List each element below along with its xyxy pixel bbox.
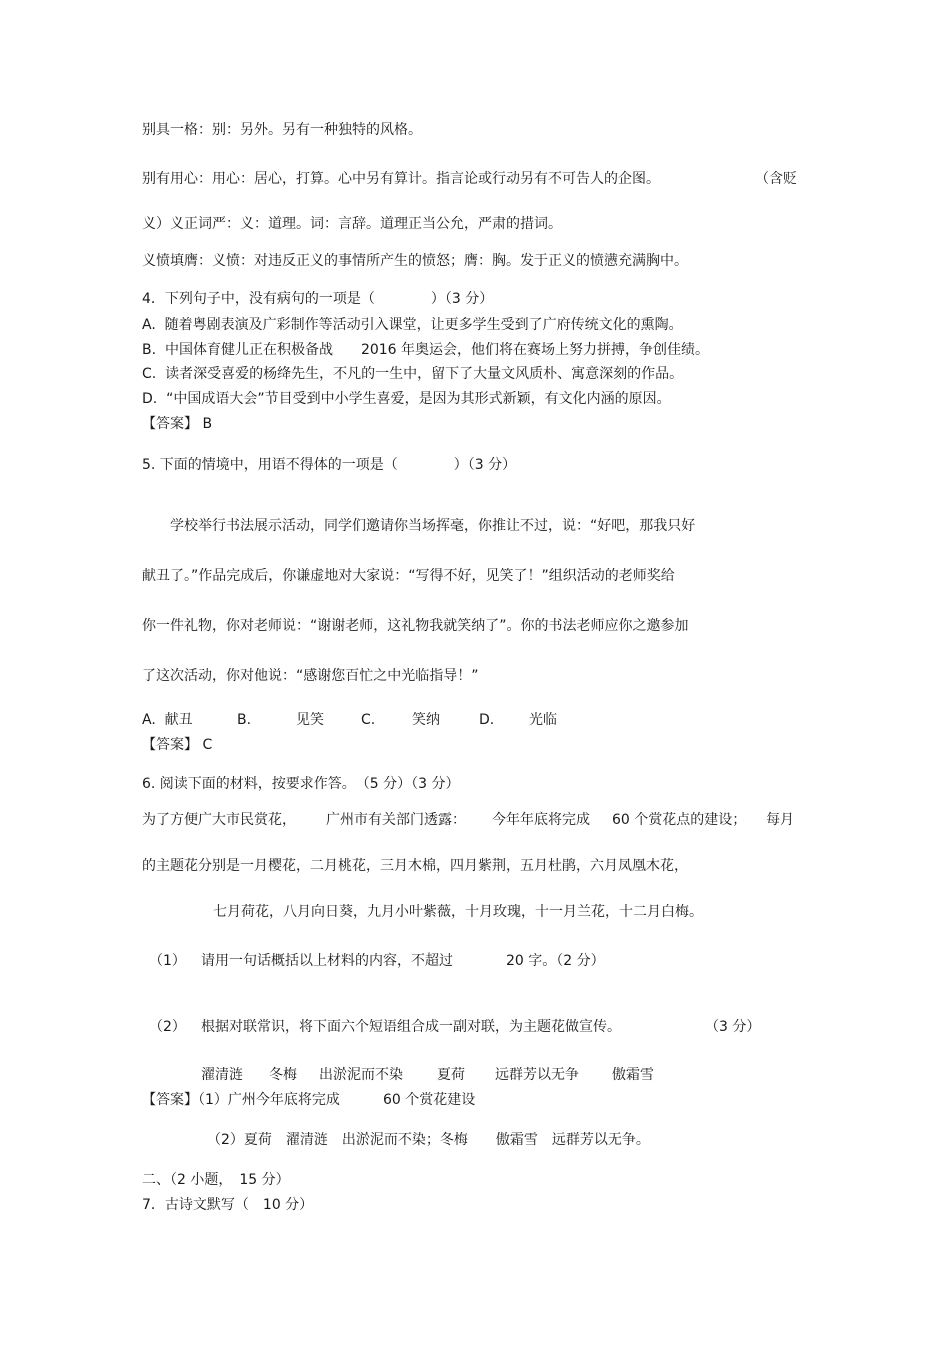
q5-option-d-letter: D. <box>479 712 495 728</box>
q6-material-1d: 60 个赏花点的建设； <box>612 812 747 828</box>
q4-option-d: D. “中国成语大会”节目受到中小学生喜爱，是因为其形式新颖，有文化内涵的原因。 <box>142 391 671 407</box>
q6-phrase-3: 出淤泥而不染 <box>319 1067 403 1083</box>
q6-phrase-4: 夏荷 <box>437 1067 465 1083</box>
idiom-line-1: 别具一格：别：另外。另有一种独特的风格。 <box>142 122 422 138</box>
q6-answer-2: （2）夏荷 濯清涟 出淤泥而不染；冬梅 傲霜雪 远群芳以无争。 <box>207 1132 650 1148</box>
q6-phrase-6: 傲霜雪 <box>612 1067 654 1083</box>
q5-passage-1: 学校举行书法展示活动，同学们邀请你当场挥毫，你推让不过，说：“好吧，那我只好 <box>142 518 696 534</box>
q5-passage-2: 献丑了。”作品完成后，你谦虚地对大家说：“写得不好，见笑了！”组织活动的老师奖给 <box>142 568 675 584</box>
q5-option-a: A. 献丑 <box>142 712 193 728</box>
q6-sub2-points: （3 分） <box>705 1019 761 1035</box>
q5-answer: 【答案】 C <box>142 737 213 753</box>
q4-option-a: A. 随着粤剧表演及广彩制作等活动引入课堂，让更多学生受到了广府传统文化的熏陶。 <box>142 317 683 333</box>
q6-sub2-num: （2） <box>149 1019 186 1035</box>
q6-material-1b: 广州市有关部门透露： <box>326 812 466 828</box>
q4-option-b: B. 中国体育健儿正在积极备战 2016 年奥运会，他们将在赛场上努力拼搏，争创佳绩。 <box>142 342 710 358</box>
q6-stem: 6. 阅读下面的材料，按要求作答。 （5 分）（3 分） <box>142 776 460 792</box>
q6-phrase-2: 冬梅 <box>269 1067 297 1083</box>
q5-option-c-text: 笑纳 <box>412 712 440 728</box>
q6-material-1a: 为了方便广大市民赏花， <box>142 812 296 828</box>
q6-phrase-5: 远群芳以无争 <box>495 1067 579 1083</box>
q6-sub1-num: （1） <box>149 953 186 969</box>
q5-option-c-letter: C. <box>361 712 376 728</box>
q5-option-b-letter: B. <box>237 712 252 728</box>
q6-sub1-text: 请用一句话概括以上材料的内容，不超过 <box>201 953 453 969</box>
q6-material-2: 的主题花分别是一月樱花，二月桃花，三月木棉，四月紫荆，五月杜鹃，六月凤凰木花， <box>142 858 688 874</box>
q6-material-1e: 每月 <box>766 812 794 828</box>
q5-stem: 5. 下面的情境中，用语不得体的一项是（ ）（3 分） <box>142 457 517 473</box>
idiom-line-2-tail: （含贬 <box>755 171 797 187</box>
q5-option-b-text: 见笑 <box>296 712 324 728</box>
q6-answer-1a: 【答案】（1）广州今年底将完成 <box>142 1092 340 1108</box>
q7-stem: 7．古诗文默写（ 10 分） <box>142 1197 314 1213</box>
q5-passage-4: 了这次活动，你对他说：“感谢您百忙之中光临指导！” <box>142 668 479 684</box>
idiom-line-4: 义愤填膺：义愤：对违反正义的事情所产生的愤怒；膺：胸。发于正义的愤懑充满胸中。 <box>142 253 688 269</box>
q4-stem: 4．下列句子中，没有病句的一项是（ ）（3 分） <box>142 291 494 307</box>
q5-option-d-text: 光临 <box>529 712 557 728</box>
idiom-line-3: 义）义正词严：义：道理。词：言辞。道理正当公允，严肃的措词。 <box>142 216 562 232</box>
q6-answer-1b: 60 个赏花建设 <box>383 1092 476 1108</box>
q6-phrase-1: 濯清涟 <box>201 1067 243 1083</box>
q6-sub1-points: 20 字。（2 分） <box>506 953 605 969</box>
q6-material-3: 七月荷花，八月向日葵，九月小叶紫薇，十月玫瑰，十一月兰花，十二月白梅。 <box>213 904 703 920</box>
q4-option-c: C. 读者深受喜爱的杨绛先生，不凡的一生中，留下了大量文风质朴、寓意深刻的作品。 <box>142 366 684 382</box>
q4-answer: 【答案】 B <box>142 416 213 432</box>
section-2-title: 二、（2 小题， 15 分） <box>142 1172 290 1188</box>
idiom-line-2: 别有用心：用心：居心，打算。心中另有算计。指言论或行动另有不可告人的企图。 <box>142 171 660 187</box>
q6-material-1c: 今年年底将完成 <box>492 812 590 828</box>
q6-sub2-text: 根据对联常识，将下面六个短语组合成一副对联，为主题花做宣传。 <box>201 1019 621 1035</box>
q5-passage-3: 你一件礼物，你对老师说：“谢谢老师，这礼物我就笑纳了”。你的书法老师应你之邀参加 <box>142 618 689 634</box>
